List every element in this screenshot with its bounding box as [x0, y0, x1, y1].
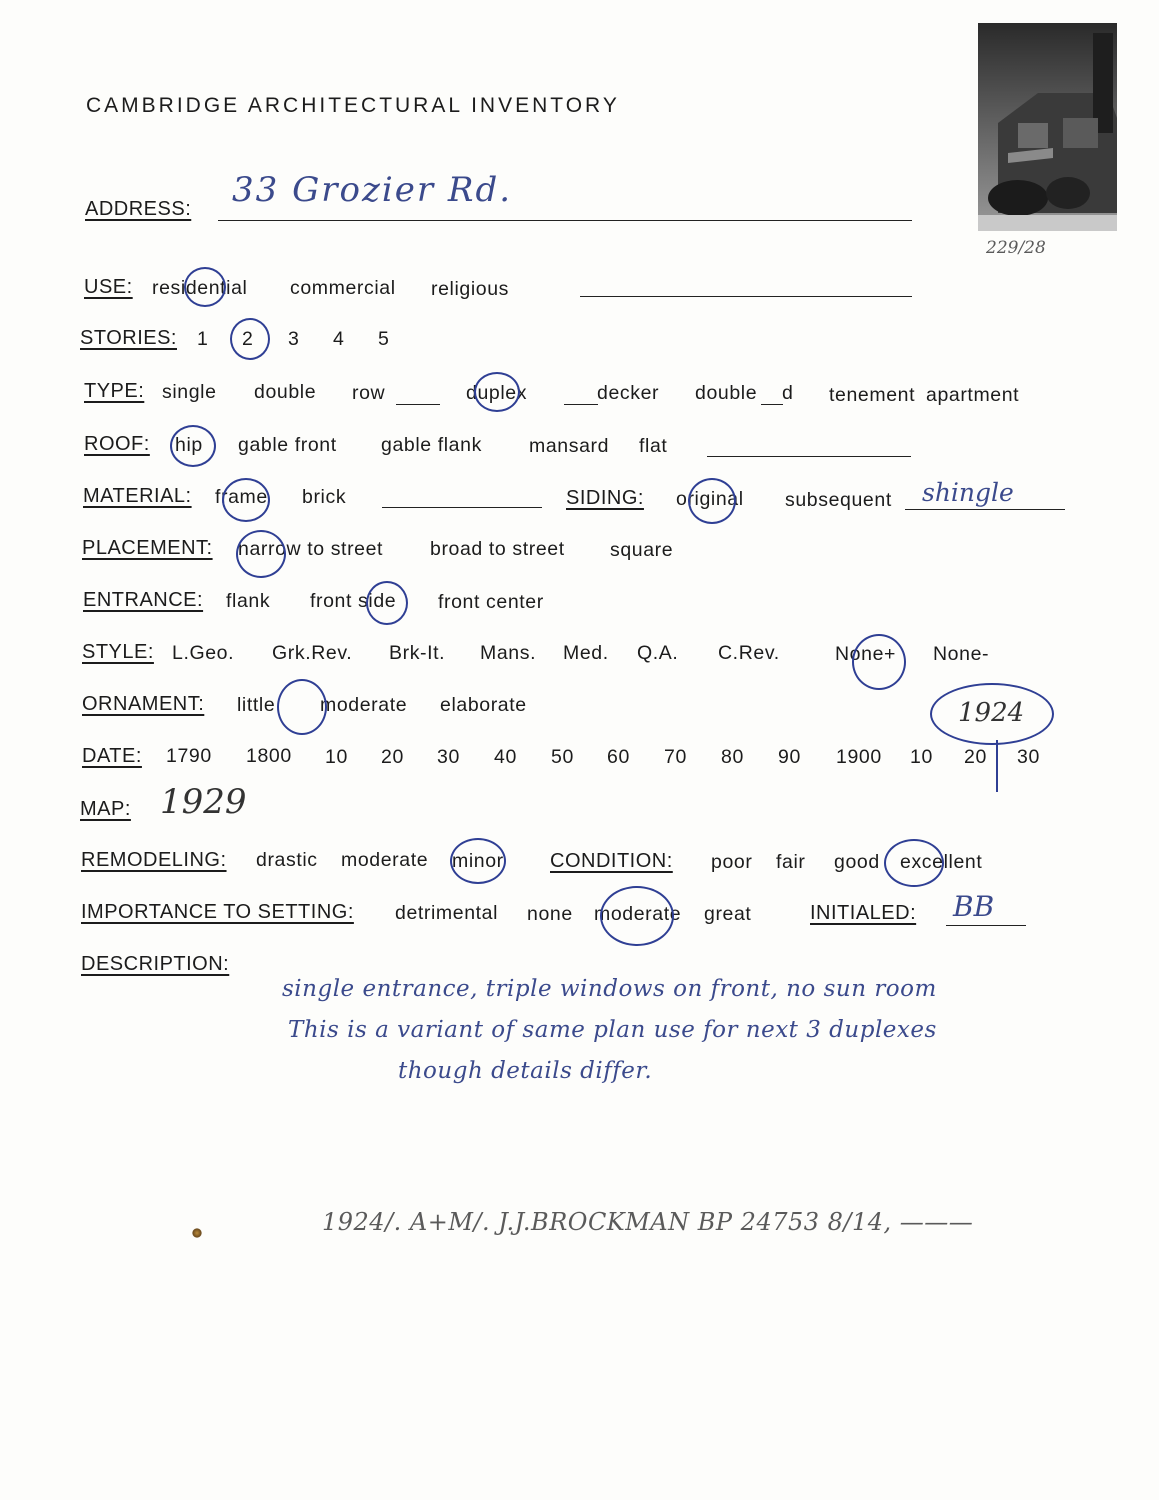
date-label: DATE:	[82, 745, 142, 767]
remodeling-selection-circle	[450, 838, 506, 884]
style-selection-circle	[852, 634, 906, 690]
type-label: TYPE:	[84, 380, 145, 402]
footer-pencil-note: 1924/. A+M/. J.J.BROCKMAN BP 24753 8/14, ———	[322, 1208, 974, 1236]
material-selection-circle	[222, 478, 270, 522]
ornament-option-elaborate: elaborate	[440, 694, 527, 716]
material-option-brick: brick	[302, 486, 347, 508]
ornament-selection-circle	[277, 679, 327, 735]
condition-option-poor: poor	[711, 851, 753, 873]
stories-option-3: 3	[288, 328, 300, 350]
stories-label: STORIES:	[80, 327, 177, 349]
roof-option-hip: hip	[175, 434, 203, 456]
date-option-60: 60	[607, 746, 630, 768]
roof-blank-line	[707, 456, 911, 457]
date-option-50: 50	[551, 746, 574, 768]
type-option-tenement: tenement	[829, 384, 916, 406]
type-selection-circle	[474, 372, 520, 412]
condition-selection-circle	[884, 839, 944, 887]
type-option-duplex: duplex	[466, 382, 528, 404]
description-label: DESCRIPTION:	[81, 953, 230, 975]
condition-option-excellent: excellent	[900, 851, 983, 873]
style-option-grkrev: Grk.Rev.	[272, 642, 353, 664]
importance-option-great: great	[704, 903, 752, 925]
form-title: CAMBRIDGE ARCHITECTURAL INVENTORY	[86, 94, 620, 117]
remodeling-option-minor: minor	[452, 850, 504, 872]
roof-label: ROOF:	[84, 433, 150, 455]
material-blank-line	[382, 507, 542, 508]
date-option-30b: 30	[1017, 746, 1040, 768]
type-option-double: double	[254, 381, 317, 403]
description-line-2: This is a variant of same plan use for next 3 duplexes	[288, 1017, 937, 1043]
description-line-3: though details differ.	[398, 1058, 653, 1084]
siding-blank-line	[905, 509, 1065, 510]
importance-option-none: none	[527, 903, 573, 925]
style-label: STYLE:	[82, 641, 154, 663]
map-label: MAP:	[80, 798, 131, 820]
use-option-religious: religious	[431, 278, 510, 300]
description-line-1: single entrance, triple windows on front, no sun room	[282, 976, 937, 1002]
type-row-blank	[396, 404, 440, 405]
type-option-single: single	[162, 381, 217, 403]
entrance-option-front-center: front center	[438, 591, 544, 613]
style-option-brkit: Brk-It.	[389, 642, 446, 664]
stories-selection-circle	[230, 318, 270, 360]
entrance-selection-circle	[366, 581, 408, 625]
type-option-d: d	[782, 382, 794, 404]
date-pointer-line	[996, 740, 998, 792]
use-option-commercial: commercial	[290, 277, 396, 299]
address-line	[218, 220, 912, 221]
date-option-10a: 10	[325, 746, 348, 768]
siding-option-subsequent: subsequent	[785, 489, 892, 511]
type-option-apartment: apartment	[926, 384, 1020, 406]
remodeling-label: REMODELING:	[81, 849, 227, 871]
roof-option-gable-front: gable front	[238, 434, 337, 456]
initialed-written-value: BB	[953, 890, 995, 923]
use-option-residential: residential	[152, 277, 248, 299]
siding-written-value: shingle	[922, 478, 1014, 507]
remodeling-option-moderate: moderate	[341, 849, 429, 871]
address-value: 33 Grozier Rd.	[232, 170, 513, 210]
material-label: MATERIAL:	[83, 485, 192, 507]
importance-label: IMPORTANCE TO SETTING:	[81, 901, 354, 923]
type-double-d-blank	[761, 404, 783, 405]
ornament-option-moderate: moderate	[320, 694, 408, 716]
condition-option-fair: fair	[776, 851, 806, 873]
type-option-row: row	[352, 382, 386, 404]
importance-option-moderate: moderate	[594, 903, 682, 925]
siding-selection-circle	[688, 478, 736, 524]
roof-option-flat: flat	[639, 435, 668, 457]
roof-option-gable-flank: gable flank	[381, 434, 482, 456]
siding-option-original: original	[676, 488, 744, 510]
placement-option-broad: broad to street	[430, 538, 565, 560]
date-option-20a: 20	[381, 746, 404, 768]
siding-label: SIDING:	[566, 487, 644, 509]
entrance-option-front-side: front side	[310, 590, 397, 612]
date-option-10b: 10	[910, 746, 933, 768]
type-option-double-d: double	[695, 382, 758, 404]
use-blank-line	[580, 296, 912, 297]
date-option-1800: 1800	[246, 745, 292, 767]
use-label: USE:	[84, 276, 133, 298]
style-option-crev: C.Rev.	[718, 642, 780, 664]
stories-option-2: 2	[242, 328, 254, 350]
importance-selection-circle	[600, 886, 674, 946]
type-decker-blank	[564, 404, 598, 405]
ornament-label: ORNAMENT:	[82, 693, 205, 715]
importance-option-detrimental: detrimental	[395, 902, 499, 924]
date-option-30a: 30	[437, 746, 460, 768]
stories-option-1: 1	[197, 328, 209, 350]
condition-label: CONDITION:	[550, 850, 673, 872]
placement-label: PLACEMENT:	[82, 537, 213, 559]
material-option-frame: frame	[215, 486, 268, 508]
condition-option-good: good	[834, 851, 880, 873]
initialed-label: INITIALED:	[810, 902, 917, 924]
paper-stain	[192, 1228, 202, 1238]
house-photo	[978, 23, 1117, 231]
date-option-1900: 1900	[836, 746, 882, 768]
style-option-qa: Q.A.	[637, 642, 679, 664]
date-option-90: 90	[778, 746, 801, 768]
date-option-1790: 1790	[166, 745, 212, 767]
placement-selection-circle	[236, 530, 286, 578]
address-label: ADDRESS:	[85, 198, 192, 220]
style-option-none-plus: None+	[835, 643, 897, 665]
style-option-mans: Mans.	[480, 642, 537, 664]
photo-caption: 229/28	[986, 238, 1046, 258]
style-option-med: Med.	[563, 642, 609, 664]
stories-option-4: 4	[333, 328, 345, 350]
date-written-value: 1924	[958, 698, 1025, 728]
entrance-option-flank: flank	[226, 590, 271, 612]
use-selection-circle	[184, 267, 226, 307]
roof-option-mansard: mansard	[529, 435, 610, 457]
initialed-line	[946, 925, 1026, 926]
stories-option-5: 5	[378, 328, 390, 350]
date-option-20b: 20	[964, 746, 987, 768]
date-option-80: 80	[721, 746, 744, 768]
roof-selection-circle	[170, 425, 216, 467]
type-option-decker: decker	[597, 382, 660, 404]
style-option-lgeo: L.Geo.	[172, 642, 235, 664]
date-option-40: 40	[494, 746, 517, 768]
placement-option-narrow: narrow to street	[238, 538, 384, 560]
map-written-value: 1929	[160, 782, 247, 822]
style-option-none-minus: None-	[933, 643, 990, 665]
ornament-option-little: little	[237, 694, 276, 716]
remodeling-option-drastic: drastic	[256, 849, 318, 871]
placement-option-square: square	[610, 539, 674, 561]
entrance-label: ENTRANCE:	[83, 589, 204, 611]
date-option-70: 70	[664, 746, 687, 768]
